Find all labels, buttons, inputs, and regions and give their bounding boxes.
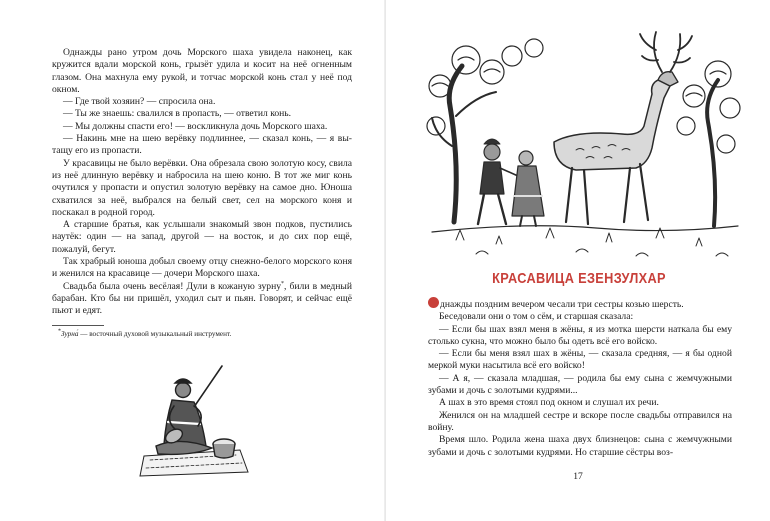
first-paragraph (428, 297, 732, 311)
paragraph: Женился он на младшей сестре и вскоре после свадьбы отправился на войну. (428, 409, 732, 433)
paragraph: Беседовали они о том о сём, и старшая сказала: (439, 311, 634, 323)
footnote-term: Зурна́ (61, 330, 79, 338)
right-page-text (428, 297, 732, 459)
paragraph: — Мы должны спасти его! — воскликнула дочь Морского шаха. (63, 120, 328, 132)
paragraph: А шах в это время стоял под окном и слушал их речи. (439, 397, 659, 409)
footnote-marker[interactable]: * (281, 280, 285, 287)
deer-and-children-illustration (426, 26, 744, 266)
right-page (386, 0, 770, 521)
paragraph: — Если бы шах взял меня в жёны, я из мотка шерсти наткала бы ему столько сукна, что можно было бы одеть всё его войско. (428, 323, 732, 347)
footnote-marker-ref: * (58, 328, 61, 335)
chapter-title: КРАСАВИЦА ЕЗЕНЗУЛХАР (492, 270, 666, 287)
paragraph: Время шло. Родила жена шаха двух близнецов: сына с жемчужными зубами и дочь с золотыми кудрями. Но старшие сёстры воз- (428, 434, 732, 458)
page-number: 17 (573, 471, 583, 482)
paragraph: — Если бы меня взял шах в жёны, — сказала средняя, — я бы одной меркой муки насытила всё его войско! (428, 348, 732, 372)
paragraph: А старшие братья, как услышали знакомый звон подков, пустились наутёк: один — на запад, другой — на восток, и до сих пор ещё, пожалуй, бегут. (52, 219, 352, 255)
paragraph: — Где твой хозяин? — спросила она. (63, 96, 216, 108)
footnote (52, 330, 352, 339)
wedding-text-start: Свадьба была очень весёлая! Дули в кожаную зурну (63, 280, 282, 292)
left-page (0, 0, 384, 521)
paragraph: — Накинь мне на шею верёвку подлиннее, — сказал конь, — я вытащу его из пропасти. (52, 133, 352, 157)
paragraph: — Ты же знаешь: свалился в пропасть, — ответил конь. (63, 108, 292, 120)
wedding-text-end: , били в медный барабан. Кто бы ни пришёл, уходил сыт и пьян. Говорят, и сейчас ещё пьют и едят. (52, 280, 352, 317)
footnote-divider (52, 325, 104, 326)
paragraph: Так храбрый юноша добыл своему отцу снежно-белого морского коня и женился на красавице — дочери Морского шаха. (52, 256, 352, 280)
dropcap-circle-icon (428, 297, 439, 308)
paragraph: — А я, — сказала младшая, — родила бы ему сына с жемчужными зубами и дочь с золотыми кудрями... (428, 372, 732, 397)
paragraph-wedding (52, 281, 352, 318)
first-paragraph-text: днажды поздним вечером чесали три сестры козью шерсть. (440, 299, 684, 310)
zurna-player-illustration (136, 360, 256, 478)
footnote-definition: — восточный духовой музыкальный инструмент. (78, 330, 232, 338)
paragraph: Однажды рано утром дочь Морского шаха увидела наконец, как кружится вдали морской конь, грызёт удила и косит на неё огненным глазом. Она махнула ему рукой, и тотчас морской конь стал у неё под окном. (52, 47, 352, 95)
left-page-text (52, 47, 352, 318)
paragraph: У красавицы не было верёвки. Она обрезала свою золотую косу, свила из неё длинную верёвку и набросила на шею коню. В тот же миг конь очутился у пропасти и опустил золотую верёвку на самое дно. Юноша схватился за неё, выбрался на белый свет, сел на морского коня и поскакал в родной город. (52, 157, 352, 218)
